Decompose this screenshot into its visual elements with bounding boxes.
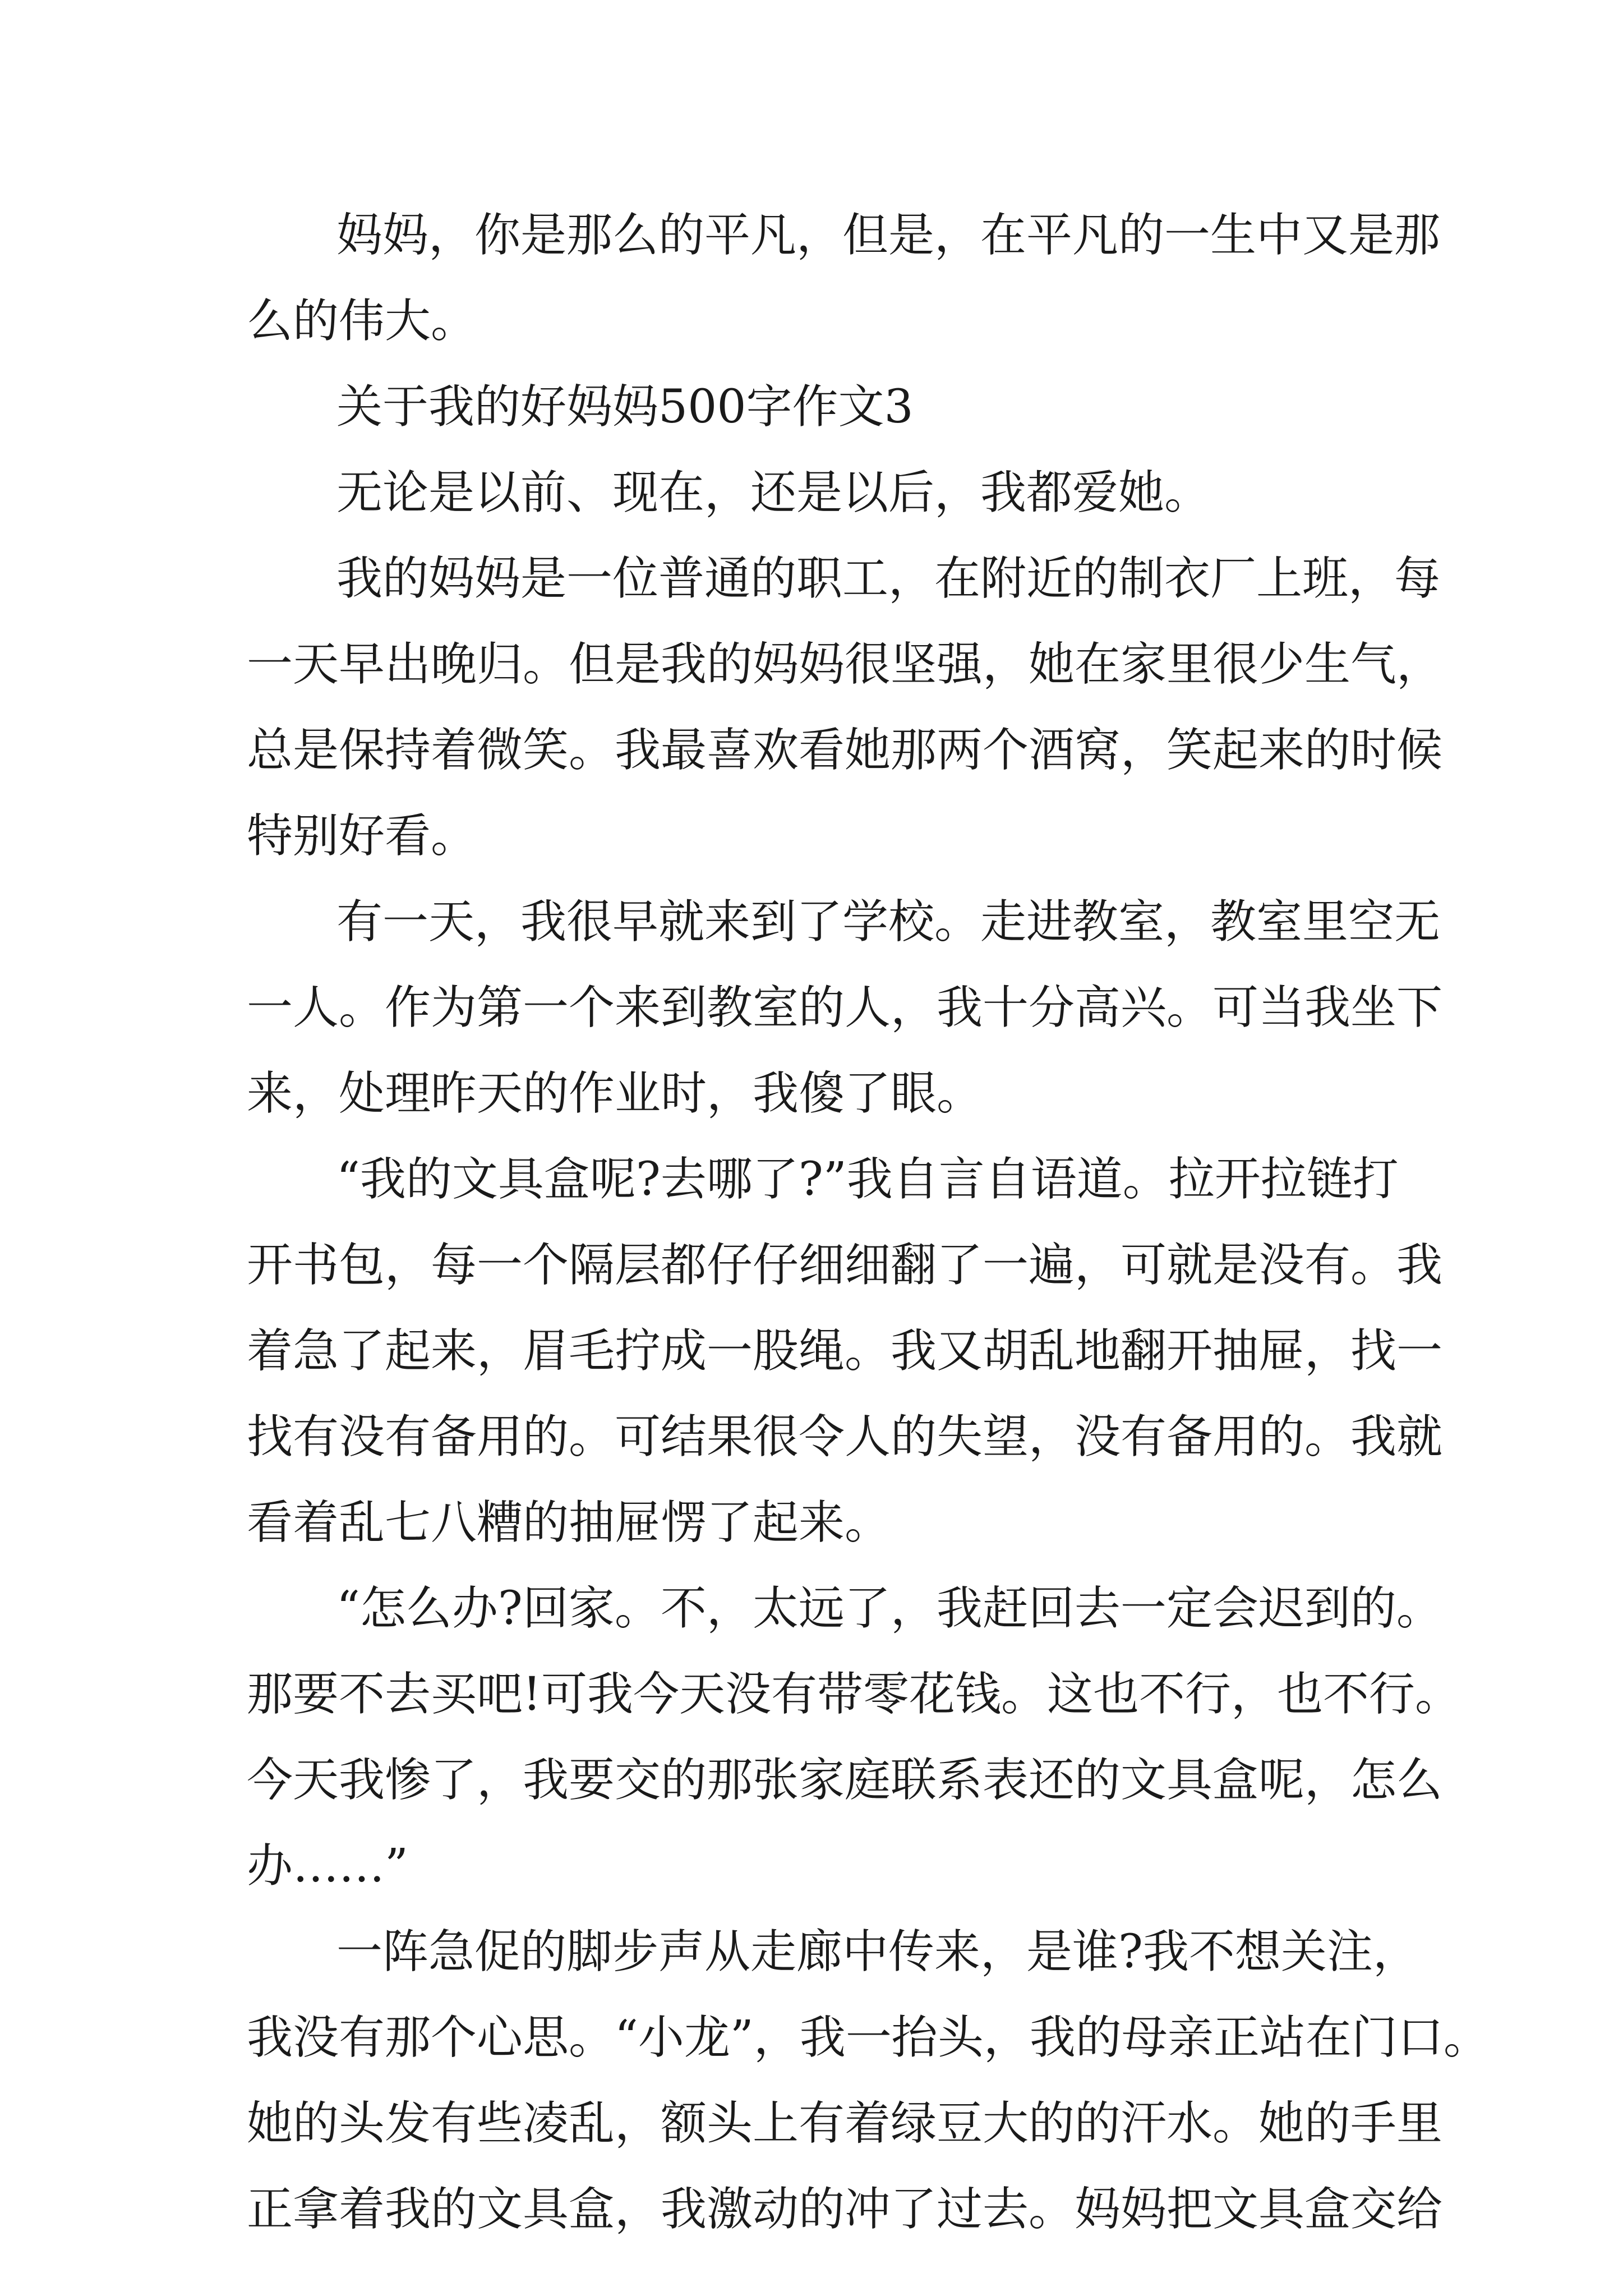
- text-line: [0, 374, 1623, 441]
- line-text: 么的伟大。: [247, 295, 477, 348]
- line-text: 总是保持着微笑。我最喜欢看她那两个酒窝，笑起来的时候: [247, 724, 1443, 777]
- text-line: [0, 1489, 1623, 1557]
- text-line: [0, 1661, 1623, 1728]
- text-line: [0, 631, 1623, 698]
- text-line: [0, 974, 1623, 1042]
- line-text: 我的妈妈是一位普通的职工，在附近的制衣厂上班，每: [336, 552, 1441, 605]
- text-line: [0, 1318, 1623, 1385]
- text-line: [0, 1575, 1623, 1642]
- line-text: 一人。作为第一个来到教室的人，我十分高兴。可当我坐下: [247, 981, 1443, 1034]
- line-text: 看着乱七八糟的抽屉愣了起来。: [247, 1496, 891, 1549]
- line-text: 办……”: [247, 1839, 408, 1893]
- line-text: 一阵急促的脚步声从走廊中传来，是谁?我不想关注，: [336, 1925, 1419, 1978]
- text-line: [0, 459, 1623, 527]
- line-text: 我没有那个心思。“小龙”，我一抬头，我的母亲正站在门口。: [247, 2011, 1490, 2064]
- text-line: [0, 1833, 1623, 1900]
- text-line: [0, 1918, 1623, 1986]
- text-line: [0, 288, 1623, 355]
- line-text: 正拿着我的文具盒，我激动的冲了过去。妈妈把文具盒交给: [247, 2183, 1443, 2236]
- text-line: [0, 1404, 1623, 1471]
- line-text: 今天我惨了，我要交的那张家庭联系表还的文具盒呢，怎么: [247, 1754, 1443, 1807]
- line-text: 无论是以前、现在，还是以后，我都爱她。: [336, 466, 1211, 519]
- line-text: 开书包，每一个隔层都仔仔细细翻了一遍，可就是没有。我: [247, 1239, 1443, 1292]
- text-line: [0, 1060, 1623, 1128]
- text-line: [0, 1146, 1623, 1213]
- line-text: “我的文具盒呢?去哪了?”我自言自语道。拉开拉链打: [336, 1153, 1399, 1206]
- text-line: [0, 889, 1623, 956]
- line-text: 找有没有备用的。可结果很令人的失望，没有备用的。我就: [247, 1410, 1443, 1464]
- line-text: 妈妈，你是那么的平凡，但是，在平凡的一生中又是那: [336, 209, 1441, 262]
- text-line: [0, 1232, 1623, 1299]
- line-text: 一天早出晚归。但是我的妈妈很坚强，她在家里很少生气，: [247, 638, 1443, 691]
- text-line: [0, 2176, 1623, 2243]
- text-line: [0, 202, 1623, 269]
- text-line: [0, 2090, 1623, 2157]
- line-text: 她的头发有些凌乱，额头上有着绿豆大的的汗水。她的手里: [247, 2097, 1443, 2150]
- line-text: 特别好看。: [247, 809, 477, 863]
- text-line: [0, 803, 1623, 870]
- line-text: 有一天，我很早就来到了学校。走进教室，教室里空无: [336, 895, 1441, 949]
- line-text: 来，处理昨天的作业时，我傻了眼。: [247, 1067, 983, 1120]
- text-line: [0, 2004, 1623, 2072]
- line-text: “怎么办?回家。不，太远了，我赶回去一定会迟到的。: [336, 1582, 1442, 1635]
- text-line: [0, 717, 1623, 784]
- section-heading: 关于我的好妈妈500字作文3: [336, 380, 914, 434]
- line-text: 着急了起来，眉毛拧成一股绳。我又胡乱地翻开抽屉，找一: [247, 1324, 1443, 1378]
- text-line: [0, 1747, 1623, 1814]
- text-line: [0, 545, 1623, 613]
- line-text: 那要不去买吧!可我今天没有带零花钱。这也不行，也不行。: [247, 1668, 1461, 1721]
